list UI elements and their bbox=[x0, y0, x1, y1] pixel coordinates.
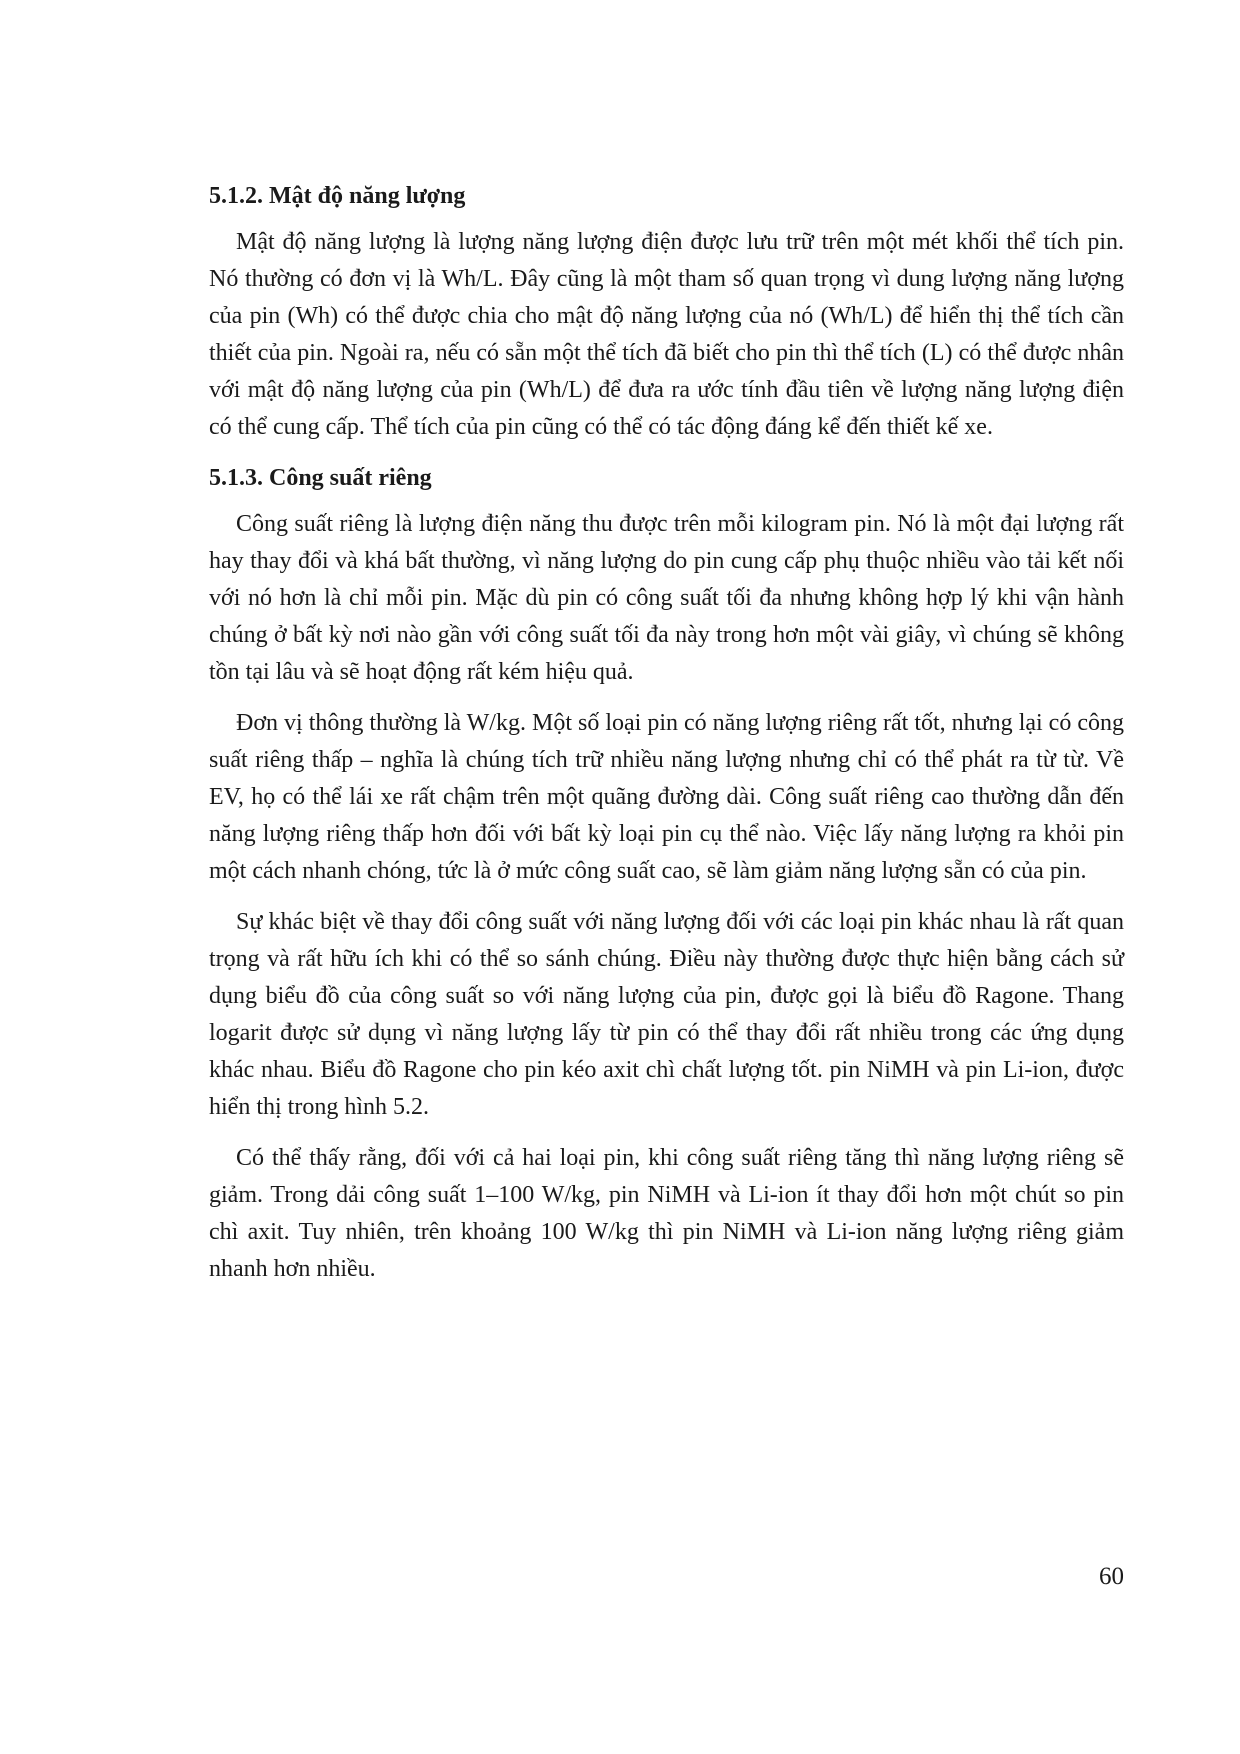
paragraph: Sự khác biệt về thay đổi công suất với năng lượng đối với các loại pin khác nhau là rất quan trọng và rất hữu ích khi có thể so sánh chúng. Điều này thường được thực hiện bằng cách sử dụng biểu đồ của công suất so với năng lượng của pin, được gọi là biểu đồ Ragone. Thang logarit được sử dụng vì năng lượng lấy từ pin có thể thay đổi rất nhiều trong các ứng dụng khác nhau. Biểu đồ Ragone cho pin kéo axit chì chất lượng tốt. pin NiMH và pin Li-ion, được hiển thị trong hình 5.2. bbox=[209, 909, 1124, 1120]
page-content bbox=[209, 178, 1124, 1302]
paragraph: Đơn vị thông thường là W/kg. Một số loại pin có năng lượng riêng rất tốt, nhưng lại có công suất riêng thấp – nghĩa là chúng tích trữ nhiều năng lượng nhưng chỉ có thể phát ra từ từ. Về EV, họ có thể lái xe rất chậm trên một quãng đường dài. Công suất riêng cao thường dẫn đến năng lượng riêng thấp hơn đối với bất kỳ loại pin cụ thể nào. Việc lấy năng lượng ra khỏi pin một cách nhanh chóng, tức là ở mức công suất cao, sẽ làm giảm năng lượng sẵn có của pin. bbox=[209, 710, 1124, 884]
paragraph: Có thể thấy rằng, đối với cả hai loại pin, khi công suất riêng tăng thì năng lượng riêng sẽ giảm. Trong dải công suất 1–100 W/kg, pin NiMH và Li-ion ít thay đổi hơn một chút so pin chì axit. Tuy nhiên, trên khoảng 100 W/kg thì pin NiMH và Li-ion năng lượng riêng giảm nhanh hơn nhiều. bbox=[209, 1145, 1124, 1282]
page-number: 60 bbox=[1099, 1563, 1124, 1590]
paragraph: Mật độ năng lượng là lượng năng lượng điện được lưu trữ trên một mét khối thể tích pin. Nó thường có đơn vị là Wh/L. Đây cũng là một tham số quan trọng vì dung lượng năng lượng của pin (Wh) có thể được chia cho mật độ năng lượng của nó (Wh/L) để hiển thị thể tích cần thiết của pin. Ngoài ra, nếu có sẵn một thể tích đã biết cho pin thì thể tích (L) có thể được nhân với mật độ năng lượng của pin (Wh/L) để đưa ra ước tính đầu tiên về lượng năng lượng điện có thể cung cấp. Thể tích của pin cũng có thể có tác động đáng kể đến thiết kế xe. bbox=[209, 229, 1124, 440]
section-heading-energy-density: 5.1.2. Mật độ năng lượng bbox=[209, 183, 466, 209]
section-heading-specific-power: 5.1.3. Công suất riêng bbox=[209, 465, 432, 491]
paragraph: Công suất riêng là lượng điện năng thu được trên mỗi kilogram pin. Nó là một đại lượng rất hay thay đổi và khá bất thường, vì năng lượng do pin cung cấp phụ thuộc nhiều vào tải kết nối với nó hơn là chỉ mỗi pin. Mặc dù pin có công suất tối đa nhưng không hợp lý khi vận hành chúng ở bất kỳ nơi nào gần với công suất tối đa này trong hơn một vài giây, vì chúng sẽ không tồn tại lâu và sẽ hoạt động rất kém hiệu quả. bbox=[209, 511, 1124, 685]
